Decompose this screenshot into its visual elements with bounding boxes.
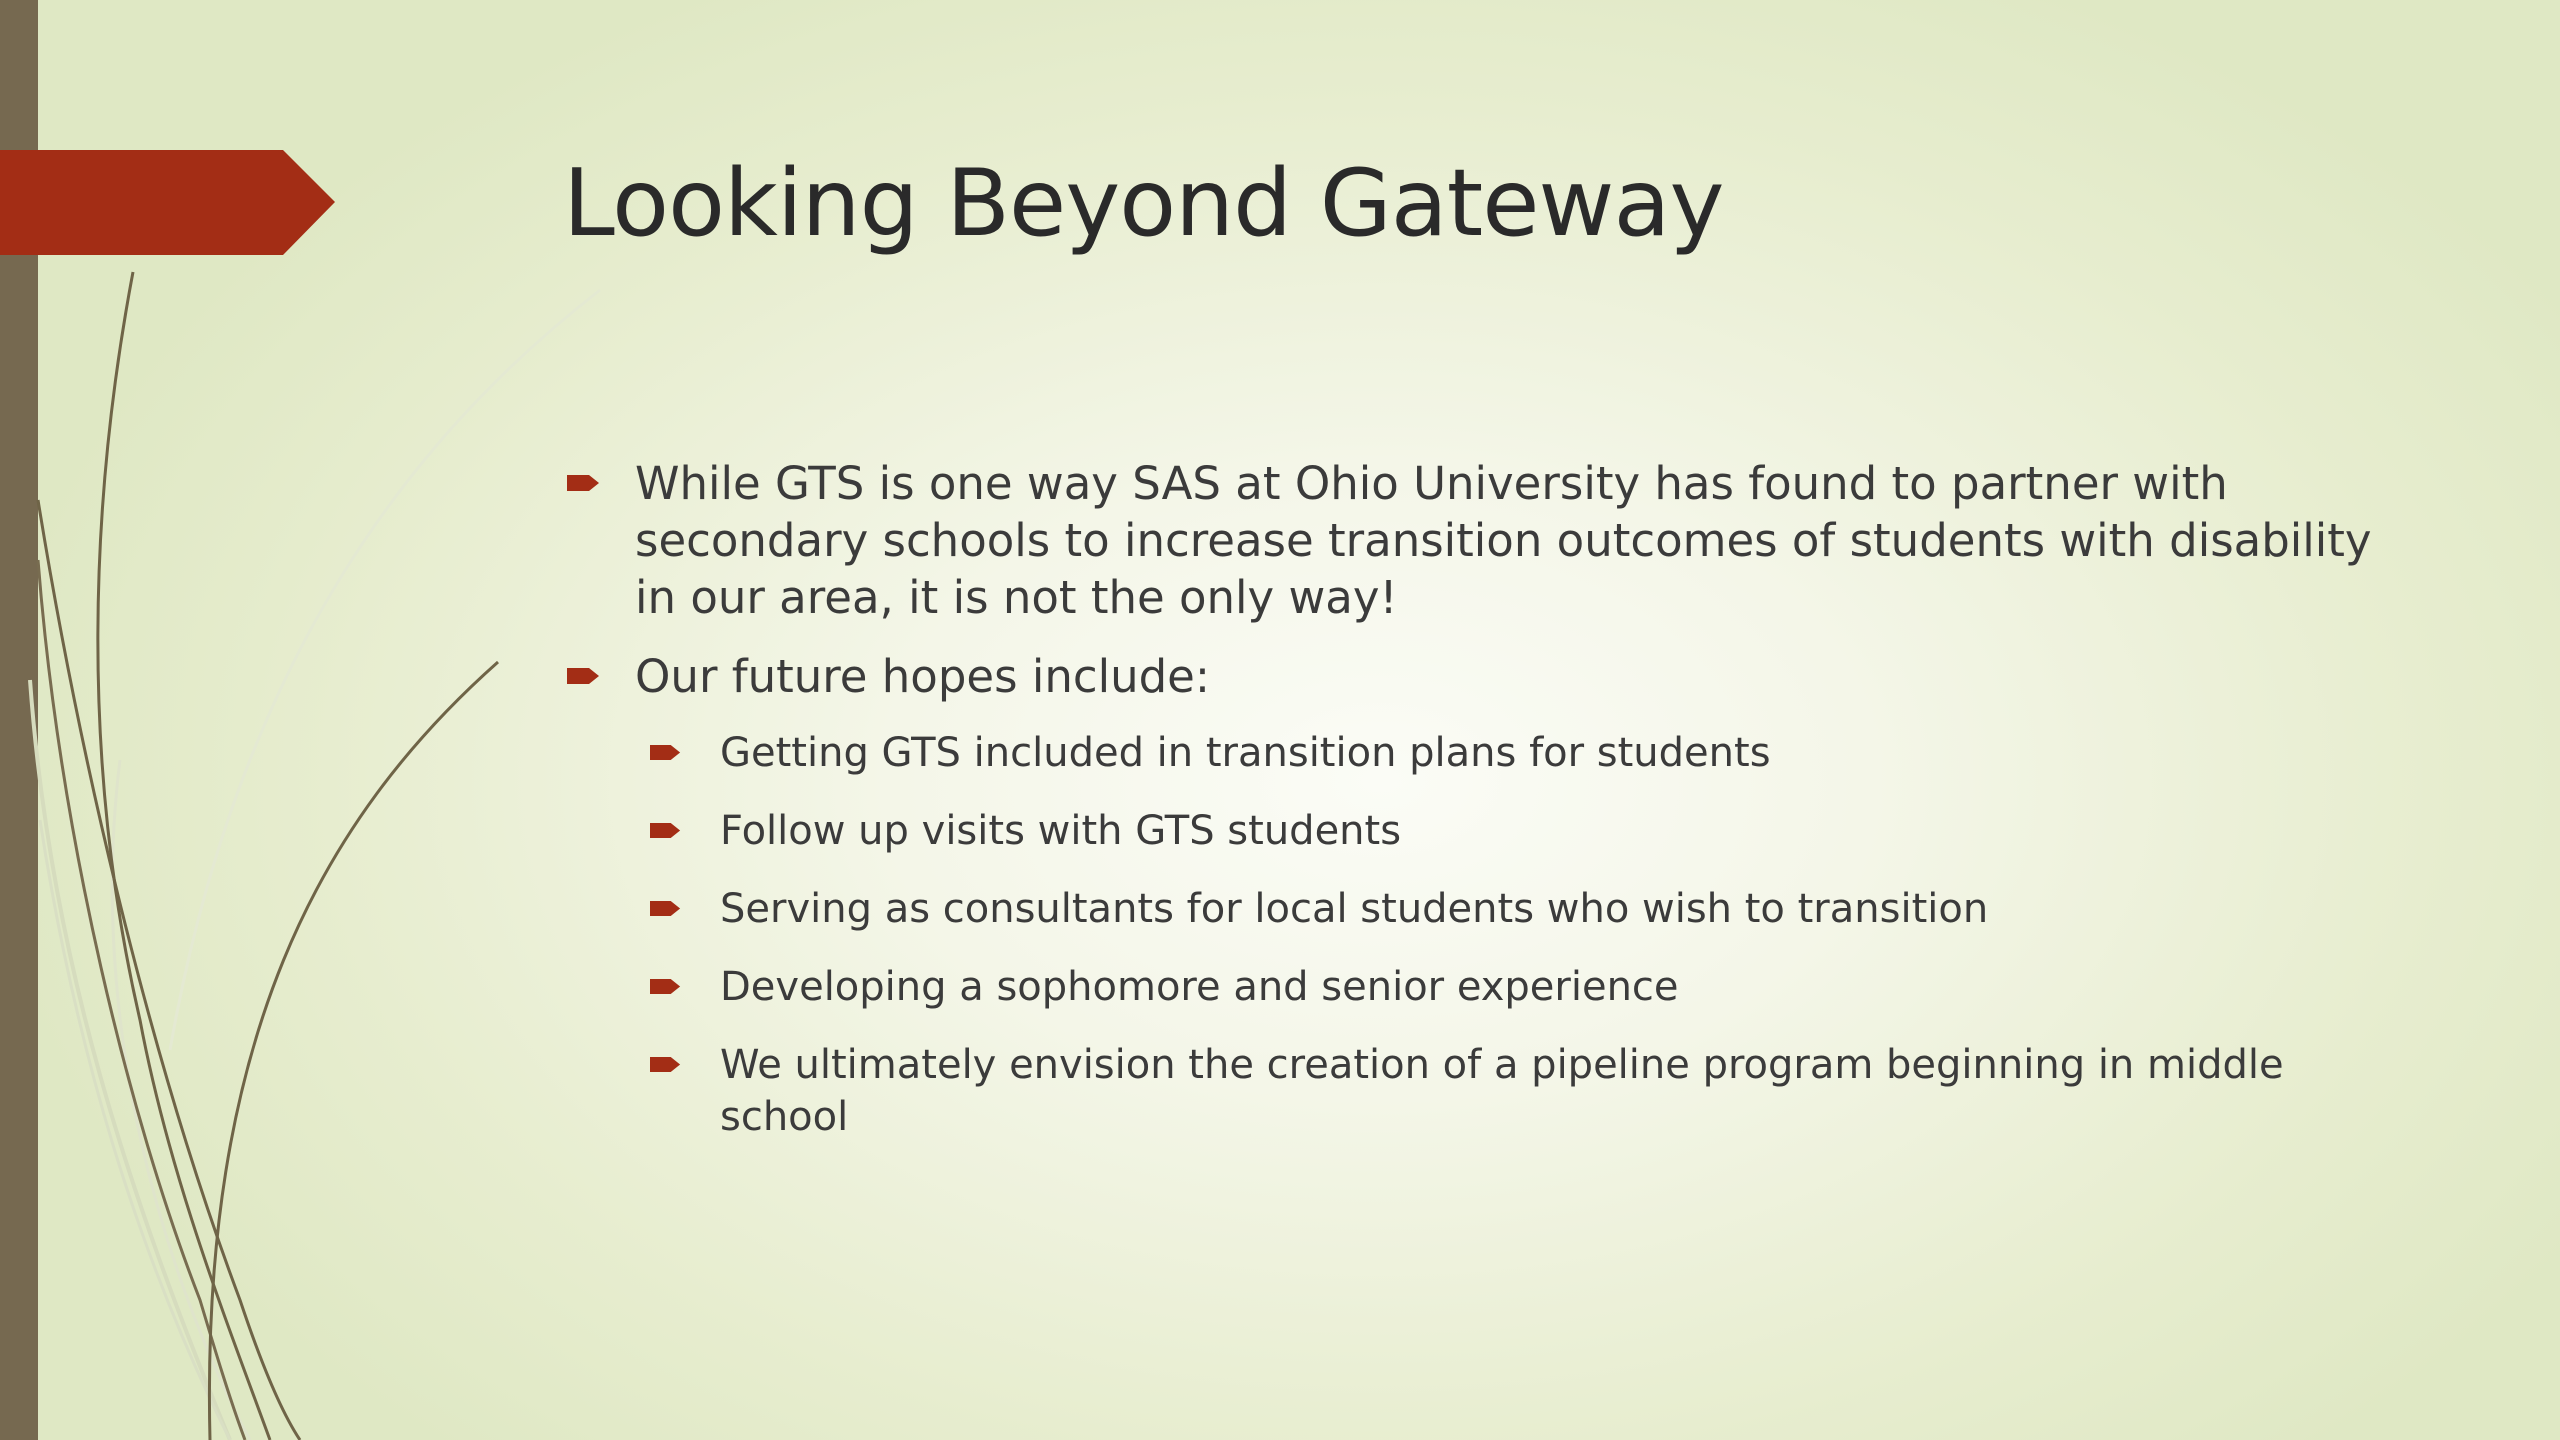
bullet-item	[563, 648, 2423, 705]
sub-bullet-item	[648, 1039, 2400, 1143]
bullet-text: While GTS is one way SAS at Ohio University has found to partner with secondary schools to increase transition outcomes of students with disability in our area, it is not the only way!	[635, 457, 2372, 624]
arrow-bullet-icon	[567, 666, 601, 686]
sub-bullet-text: Getting GTS included in transition plans for students	[720, 730, 1771, 776]
sub-bullet-item	[648, 883, 2400, 935]
sub-bullet-text: Follow up visits with GTS students	[720, 808, 1402, 854]
arrow-bullet-icon	[650, 743, 682, 762]
sub-bullet-item	[648, 805, 2400, 857]
slide-title: Looking Beyond Gateway	[563, 149, 1724, 257]
arrow-bullet-icon	[650, 1055, 682, 1074]
title-arrow-tab	[0, 150, 335, 255]
sub-bullet-text: We ultimately envision the creation of a pipeline program beginning in middle school	[720, 1042, 2284, 1140]
arrow-bullet-icon	[650, 899, 682, 918]
arrow-bullet-icon	[567, 473, 601, 493]
sub-bullet-item	[648, 727, 2400, 779]
bullet-text: Our future hopes include:	[635, 650, 1211, 703]
arrow-bullet-icon	[650, 977, 682, 996]
slide-body	[563, 455, 2423, 1169]
sub-bullet-text: Serving as consultants for local students who wish to transition	[720, 886, 1989, 932]
sub-bullet-item	[648, 961, 2400, 1013]
arrow-bullet-icon	[650, 821, 682, 840]
sub-bullet-text: Developing a sophomore and senior experience	[720, 964, 1679, 1010]
bullet-item	[563, 455, 2423, 626]
